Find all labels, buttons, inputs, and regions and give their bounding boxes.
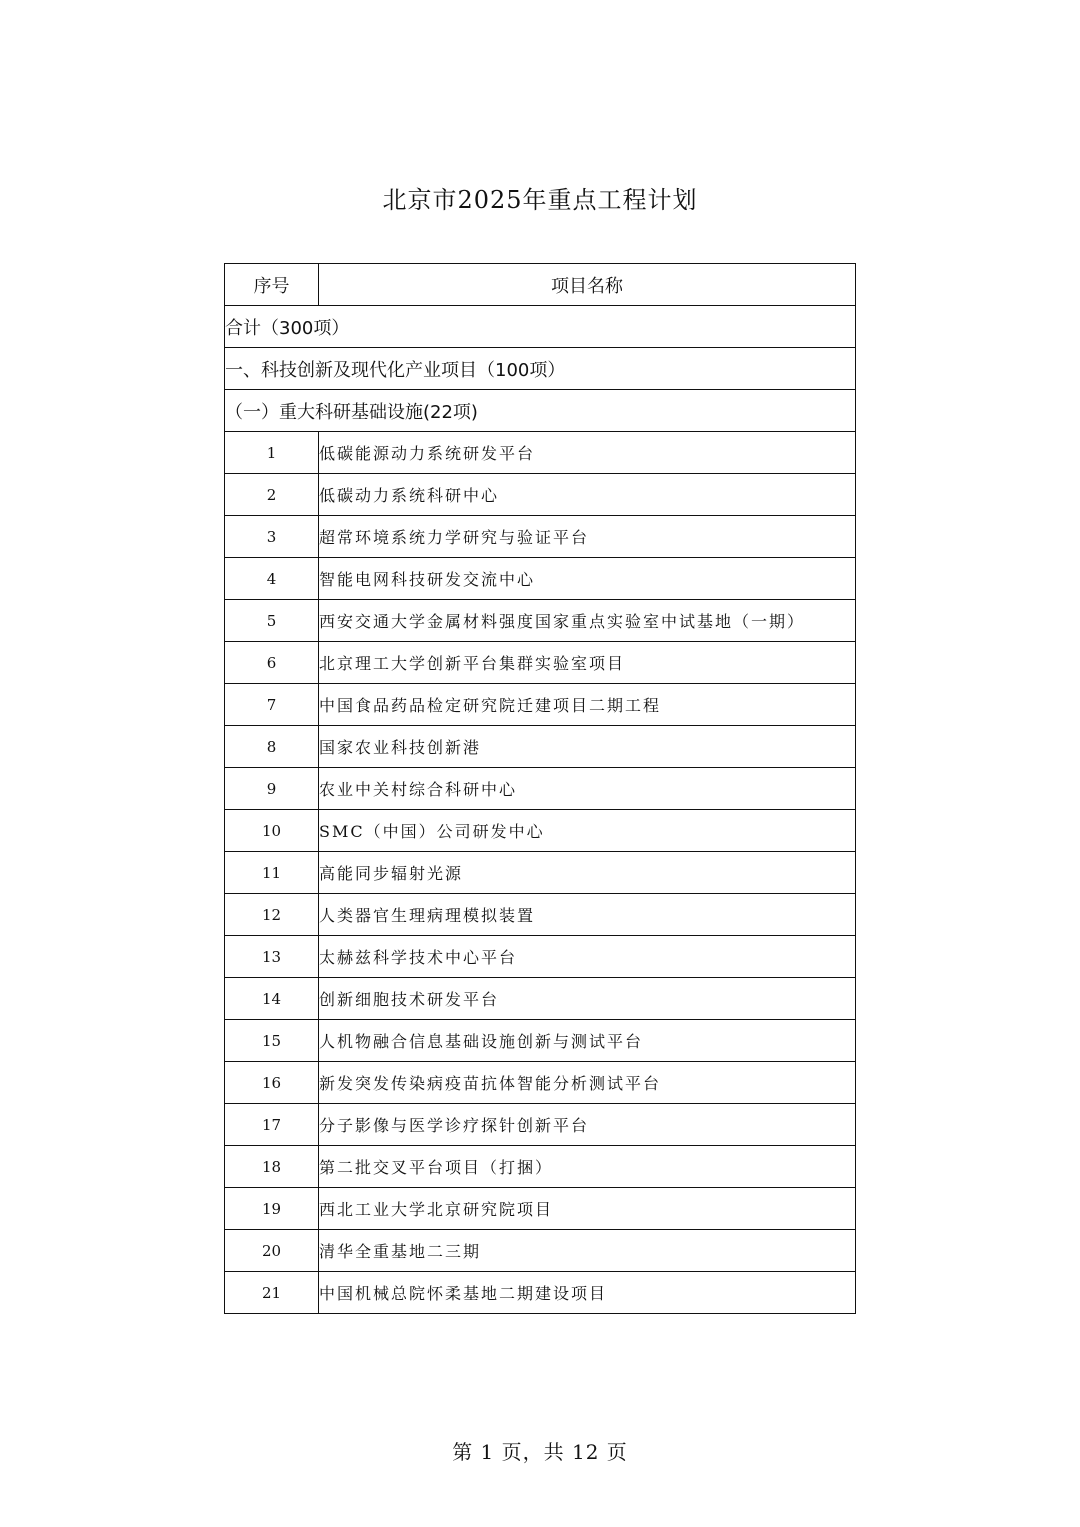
row-index: 17 <box>225 1104 319 1146</box>
row-project-name: 太赫兹科学技术中心平台 <box>319 936 856 978</box>
row-index: 21 <box>225 1272 319 1314</box>
table-row <box>225 894 856 936</box>
category-row <box>225 348 856 390</box>
project-table <box>224 263 856 1314</box>
table-row <box>225 978 856 1020</box>
row-index: 20 <box>225 1230 319 1272</box>
row-project-name: 分子影像与医学诊疗探针创新平台 <box>319 1104 856 1146</box>
row-project-name: 农业中关村综合科研中心 <box>319 768 856 810</box>
table-row <box>225 474 856 516</box>
table-row <box>225 516 856 558</box>
row-index: 19 <box>225 1188 319 1230</box>
row-project-name: 超常环境系统力学研究与验证平台 <box>319 516 856 558</box>
row-project-name: 第二批交叉平台项目（打捆） <box>319 1146 856 1188</box>
table-row <box>225 1020 856 1062</box>
page-footer: 第 1 页，共 12 页 <box>452 1440 628 1464</box>
table-row <box>225 1230 856 1272</box>
table-row <box>225 1104 856 1146</box>
row-project-name: 创新细胞技术研发平台 <box>319 978 856 1020</box>
header-index: 序号 <box>225 264 319 306</box>
table-row <box>225 726 856 768</box>
row-index: 4 <box>225 558 319 600</box>
table-row <box>225 1062 856 1104</box>
table-row <box>225 768 856 810</box>
row-index: 10 <box>225 810 319 852</box>
row-index: 8 <box>225 726 319 768</box>
row-index: 9 <box>225 768 319 810</box>
table-row <box>225 1188 856 1230</box>
total-label: 合计（300项） <box>225 306 856 348</box>
row-index: 3 <box>225 516 319 558</box>
row-project-name: 中国机械总院怀柔基地二期建设项目 <box>319 1272 856 1314</box>
row-project-name: 低碳动力系统科研中心 <box>319 474 856 516</box>
row-project-name: 清华全重基地二三期 <box>319 1230 856 1272</box>
row-project-name: 人类器官生理病理模拟装置 <box>319 894 856 936</box>
row-index: 12 <box>225 894 319 936</box>
header-name: 项目名称 <box>319 264 856 306</box>
table-row <box>225 432 856 474</box>
category-label: 一、科技创新及现代化产业项目（100项） <box>225 348 856 390</box>
row-index: 18 <box>225 1146 319 1188</box>
row-project-name: 中国食品药品检定研究院迁建项目二期工程 <box>319 684 856 726</box>
row-project-name: SMC（中国）公司研发中心 <box>319 810 856 852</box>
table-row <box>225 936 856 978</box>
row-project-name: 新发突发传染病疫苗抗体智能分析测试平台 <box>319 1062 856 1104</box>
subcategory-label: （一）重大科研基础设施(22项) <box>225 390 856 432</box>
row-project-name: 人机物融合信息基础设施创新与测试平台 <box>319 1020 856 1062</box>
row-project-name: 智能电网科技研发交流中心 <box>319 558 856 600</box>
row-project-name: 国家农业科技创新港 <box>319 726 856 768</box>
subcategory-row <box>225 390 856 432</box>
table-row <box>225 1146 856 1188</box>
row-project-name: 高能同步辐射光源 <box>319 852 856 894</box>
row-index: 16 <box>225 1062 319 1104</box>
row-project-name: 西安交通大学金属材料强度国家重点实验室中试基地（一期） <box>319 600 856 642</box>
row-project-name: 北京理工大学创新平台集群实验室项目 <box>319 642 856 684</box>
row-index: 14 <box>225 978 319 1020</box>
row-index: 7 <box>225 684 319 726</box>
row-index: 2 <box>225 474 319 516</box>
row-project-name: 低碳能源动力系统研发平台 <box>319 432 856 474</box>
row-index: 5 <box>225 600 319 642</box>
table-header-row <box>225 264 856 306</box>
page-title: 北京市2025年重点工程计划 <box>382 186 698 214</box>
table-row <box>225 642 856 684</box>
table-row <box>225 684 856 726</box>
table-row <box>225 1272 856 1314</box>
total-row <box>225 306 856 348</box>
table-row <box>225 810 856 852</box>
row-index: 1 <box>225 432 319 474</box>
row-project-name: 西北工业大学北京研究院项目 <box>319 1188 856 1230</box>
row-index: 6 <box>225 642 319 684</box>
table-row <box>225 558 856 600</box>
table-row <box>225 600 856 642</box>
row-index: 11 <box>225 852 319 894</box>
row-index: 13 <box>225 936 319 978</box>
table-row <box>225 852 856 894</box>
row-index: 15 <box>225 1020 319 1062</box>
